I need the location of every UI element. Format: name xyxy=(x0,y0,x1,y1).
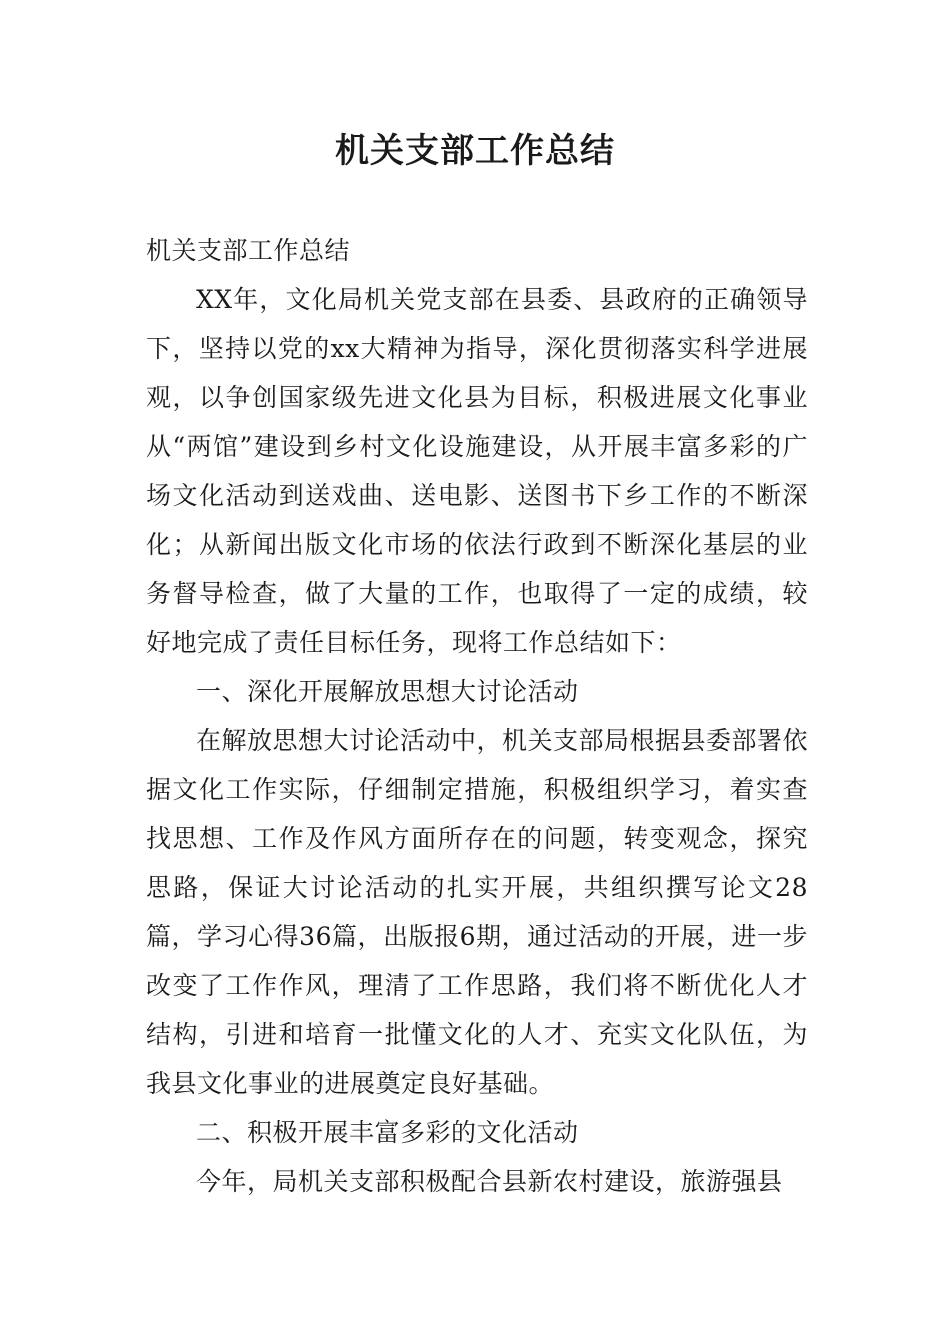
document-title: 机关支部工作总结 xyxy=(335,131,615,171)
subtitle-paragraph: 机关支部工作总结 xyxy=(146,236,351,265)
section-heading-2: 二、积极开展丰富多彩的文化活动 xyxy=(196,1118,579,1147)
section-heading-1: 一、深化开展解放思想大讨论活动 xyxy=(196,677,579,706)
intro-paragraph: XX年，文化局机关党支部在县委、县政府的正确领导下，坚持以党的xx大精神为指导，深化贯彻落实科学进展观，以争创国家级先进文化县为目标，积极进展文化事业从“两馆”建设到乡村文化设施建设，从开展丰富多彩的广场文化活动到送戏曲、送电影、送图书下乡工作的不断深化；从新闻出版文化市场的依法行政到不断深化基层的业务督导检查，做了大量的工作，也取得了一定的成绩，较好地完成了责任目标任务，现将工作总结如下： xyxy=(146,285,808,657)
section-1-paragraph: 在解放思想大讨论活动中，机关支部局根据县委部署依据文化工作实际，仔细制定措施，积极组织学习，着实查找思想、工作及作风方面所存在的问题，转变观念，探究思路，保证大讨论活动的扎实开展，共组织撰写论文28篇，学习心得36篇，出版报6期，通过活动的开展，进一步改变了工作作风，理清了工作思路，我们将不断优化人才结构，引进和培育一批懂文化的人才、充实文化队伍，为我县文化事业的进展奠定良好基础。 xyxy=(146,726,809,1098)
section-2-paragraph: 今年，局机关支部积极配合县新农村建设，旅游强县 xyxy=(196,1167,783,1196)
document-body xyxy=(146,226,808,1206)
